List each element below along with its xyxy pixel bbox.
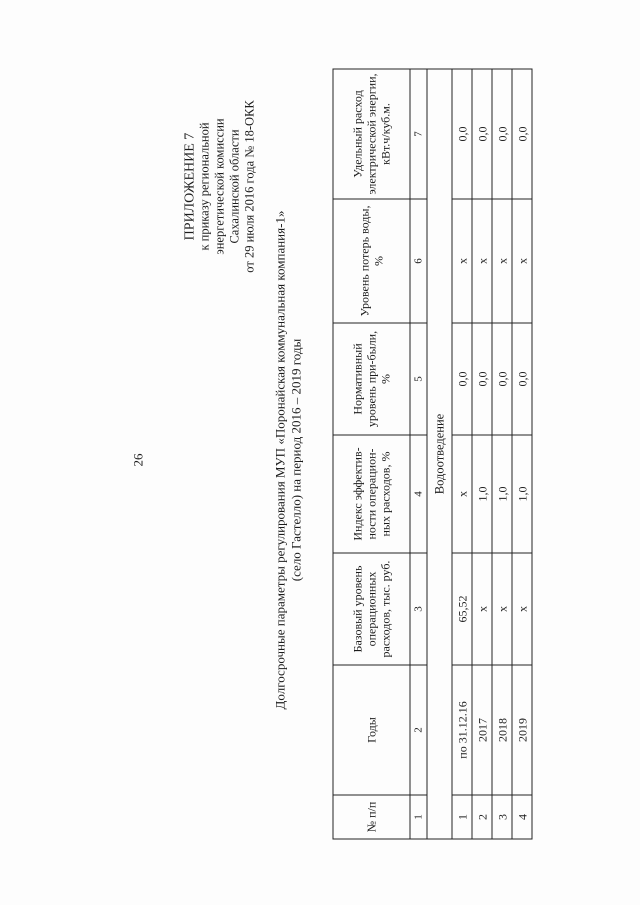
table-header-row [333,69,410,839]
header-cell-energy-consumption: Удельный расход электрической энергии, кВт.ч/куб.м. [333,69,410,199]
table-cell: 0,0 [452,323,472,435]
document-title-line-2: (село Гастелло) на период 2016 – 2019 годы [288,338,303,582]
table-cell: 2018 [492,665,512,795]
page-number: 26 [130,453,145,467]
header-cell-base-opex: Базовый уровень операционных расходов, тыс. руб. [333,553,410,665]
column-number: 3 [410,553,427,665]
column-number: 6 [410,199,427,323]
header-cell-water-loss: Уровень потерь воды, % [333,199,410,323]
table-cell: 0,0 [452,69,472,199]
column-number: 1 [410,795,427,839]
table-cell: 2017 [472,665,492,795]
table-row [472,69,492,839]
table-cell: 1,0 [492,435,512,553]
header-cell-number: № п/п [333,795,410,839]
table-cell: х [452,199,472,323]
annex-line: Сахалинской области [227,129,241,244]
table-cell: 2019 [512,665,532,795]
column-number: 4 [410,435,427,553]
header-cell-years: Годы [333,665,410,795]
table-cell: 2 [472,795,492,839]
table-cell: х [512,553,532,665]
table-cell: по 31.12.16 [452,665,472,795]
table-cell: 0,0 [512,69,532,199]
section-row [427,69,452,839]
table-cell: х [492,199,512,323]
column-number: 7 [410,69,427,199]
table-cell: х [492,553,512,665]
table-cell: 0,0 [512,323,532,435]
annex-line: энергетической комиссии [212,118,226,255]
header-cell-profit-level: Нормативный уровень при-были, % [333,323,410,435]
table-row [492,69,512,839]
column-number: 5 [410,323,427,435]
table-cell: 4 [512,795,532,839]
table-cell: 0,0 [472,323,492,435]
annex-title: ПРИЛОЖЕНИЕ 7 [182,132,197,241]
table-row [512,69,532,839]
table-cell: 0,0 [492,69,512,199]
table-cell: 0,0 [472,69,492,199]
annex-block [182,67,257,307]
table-cell: 1 [452,795,472,839]
table-cell: 1,0 [472,435,492,553]
table-cell: 0,0 [492,323,512,435]
annex-line: от 29 июля 2016 года № 18-ОКК [242,100,256,273]
table-cell: х [472,553,492,665]
table-cell: х [472,199,492,323]
section-title: Водоотведение [427,69,452,839]
table-cell: х [452,435,472,553]
column-number-row [410,69,427,839]
document-title [272,53,304,868]
header-cell-efficiency-index: Индекс эффектив-ности операцион-ных расходов, % [333,435,410,553]
parameters-table [332,69,532,840]
rotated-content [124,53,536,868]
table-cell: х [512,199,532,323]
annex-line: к приказу региональной [197,122,211,251]
table-cell: 1,0 [512,435,532,553]
table-cell: 65,52 [452,553,472,665]
table-cell: 3 [492,795,512,839]
column-number: 2 [410,665,427,795]
table-row [452,69,472,839]
document-title-line-1: Долгосрочные параметры регулирования МУП «Поронайская коммунальная компания-1» [272,210,287,710]
